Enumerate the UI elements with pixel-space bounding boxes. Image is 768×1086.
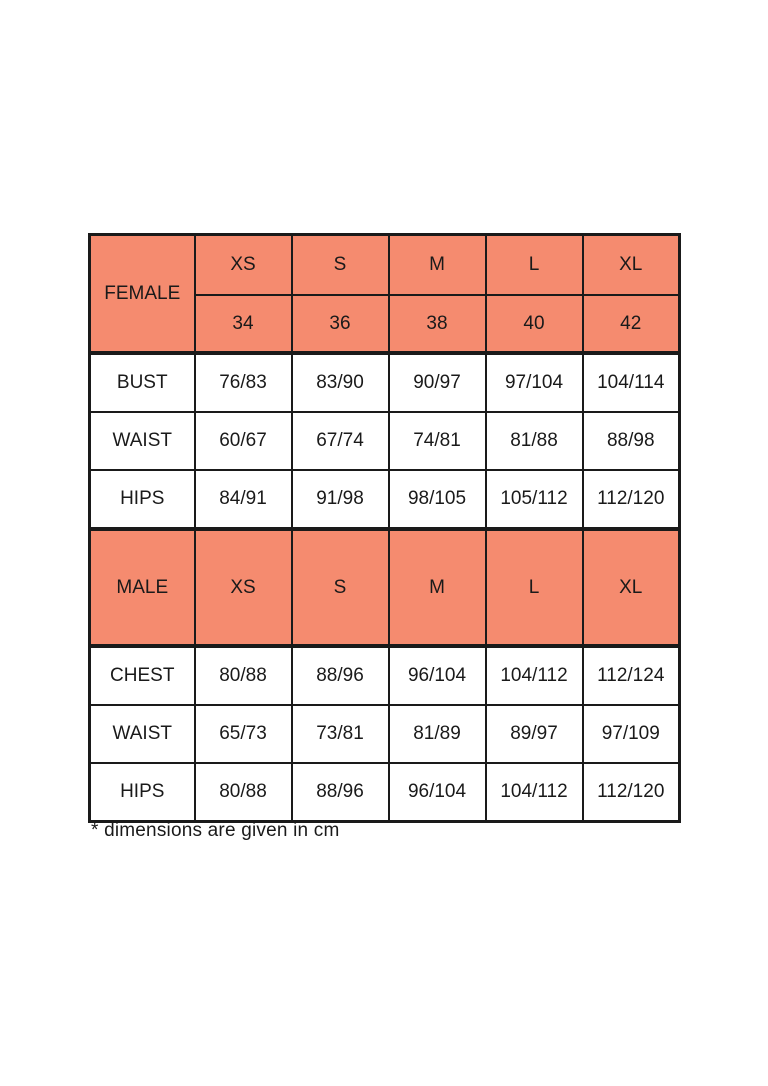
measurement-cell: 104/114 [583, 353, 680, 412]
measurement-cell: 96/104 [389, 763, 486, 822]
male-waist-row [90, 705, 680, 763]
size-chart-table [88, 233, 681, 823]
male-size-l: L [486, 529, 583, 646]
measurement-cell: 81/88 [486, 412, 583, 470]
female-numeric-34: 34 [195, 295, 292, 353]
female-size-xl: XL [583, 235, 680, 296]
female-size-xs: XS [195, 235, 292, 296]
female-numeric-40: 40 [486, 295, 583, 353]
measurement-cell: 89/97 [486, 705, 583, 763]
measurement-cell: 67/74 [292, 412, 389, 470]
measurement-cell: 80/88 [195, 646, 292, 705]
measurement-cell: 104/112 [486, 646, 583, 705]
female-waist-row [90, 412, 680, 470]
row-label: HIPS [90, 470, 195, 529]
measurement-cell: 104/112 [486, 763, 583, 822]
female-size-s: S [292, 235, 389, 296]
male-size-m: M [389, 529, 486, 646]
measurement-cell: 88/98 [583, 412, 680, 470]
female-size-m: M [389, 235, 486, 296]
row-label: WAIST [90, 412, 195, 470]
measurement-cell: 105/112 [486, 470, 583, 529]
measurement-cell: 90/97 [389, 353, 486, 412]
measurement-cell: 97/109 [583, 705, 680, 763]
female-section-label: FEMALE [90, 235, 195, 354]
measurement-cell: 88/96 [292, 763, 389, 822]
row-label: WAIST [90, 705, 195, 763]
female-bust-row [90, 353, 680, 412]
measurement-cell: 83/90 [292, 353, 389, 412]
measurement-cell: 76/83 [195, 353, 292, 412]
measurement-cell: 98/105 [389, 470, 486, 529]
measurement-cell: 81/89 [389, 705, 486, 763]
measurement-cell: 91/98 [292, 470, 389, 529]
male-size-xl: XL [583, 529, 680, 646]
female-numeric-42: 42 [583, 295, 680, 353]
female-size-l: L [486, 235, 583, 296]
male-size-s: S [292, 529, 389, 646]
measurement-cell: 80/88 [195, 763, 292, 822]
row-label: HIPS [90, 763, 195, 822]
measurement-cell: 112/124 [583, 646, 680, 705]
male-header-row [90, 529, 680, 646]
male-chest-row [90, 646, 680, 705]
measurement-cell: 73/81 [292, 705, 389, 763]
row-label: BUST [90, 353, 195, 412]
measurement-cell: 112/120 [583, 763, 680, 822]
measurement-cell: 112/120 [583, 470, 680, 529]
row-label: CHEST [90, 646, 195, 705]
male-section-label: MALE [90, 529, 195, 646]
measurement-cell: 65/73 [195, 705, 292, 763]
measurement-cell: 96/104 [389, 646, 486, 705]
measurement-cell: 97/104 [486, 353, 583, 412]
dimensions-footnote: * dimensions are given in cm [91, 820, 340, 841]
female-hips-row [90, 470, 680, 529]
measurement-cell: 60/67 [195, 412, 292, 470]
female-numeric-38: 38 [389, 295, 486, 353]
female-numeric-36: 36 [292, 295, 389, 353]
measurement-cell: 74/81 [389, 412, 486, 470]
female-header-row [90, 235, 680, 296]
male-size-xs: XS [195, 529, 292, 646]
measurement-cell: 84/91 [195, 470, 292, 529]
male-hips-row [90, 763, 680, 822]
measurement-cell: 88/96 [292, 646, 389, 705]
